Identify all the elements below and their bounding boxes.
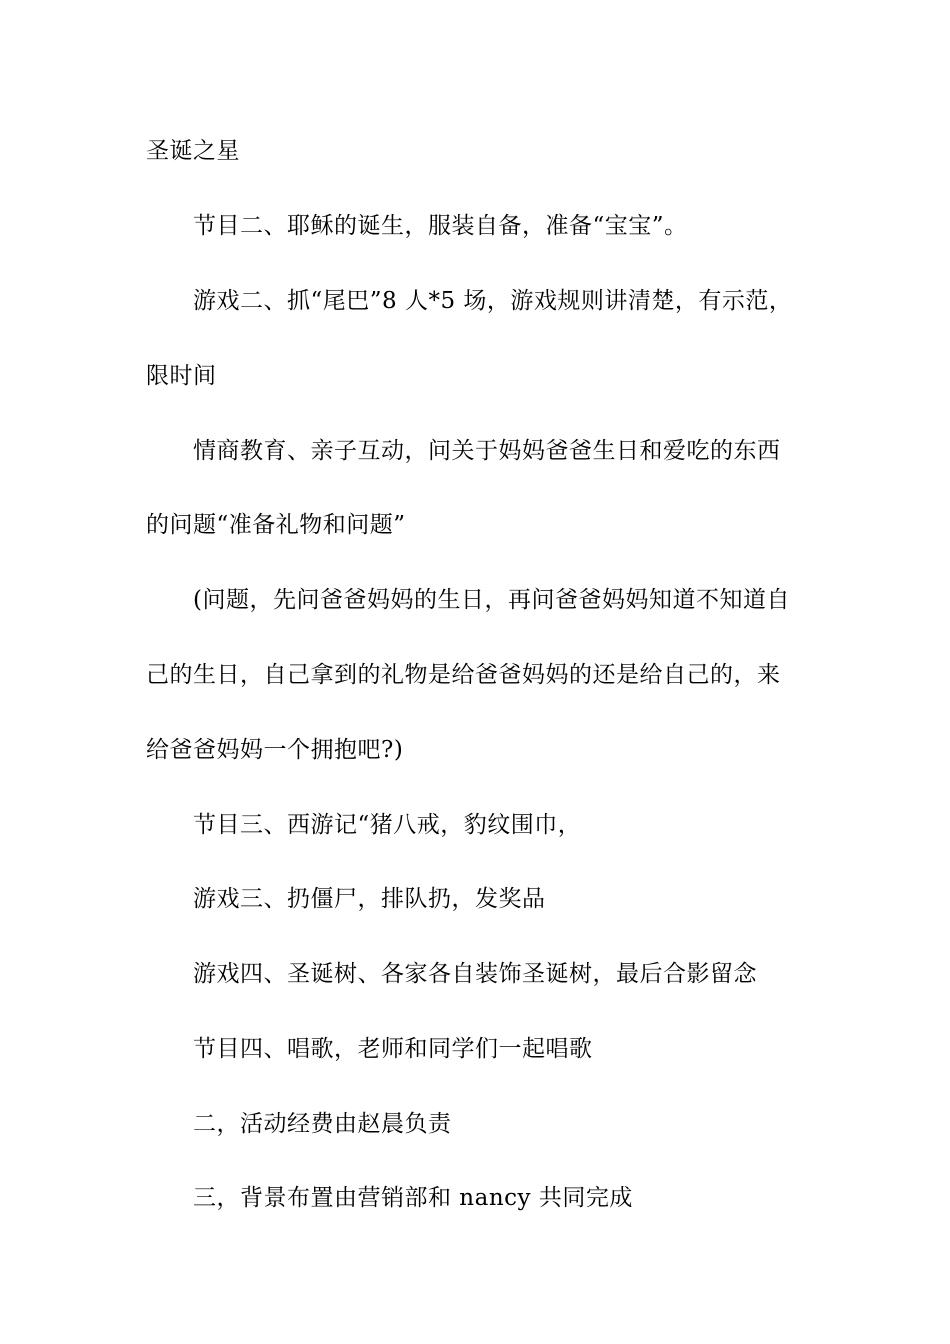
text-line-2: 节目二、耶稣的诞生，服装自备，准备“宝宝”。 bbox=[193, 213, 688, 239]
text-line-15: 三，背景布置由营销部和 nancy 共同完成 bbox=[193, 1185, 633, 1211]
text-line-1: 圣诞之星 bbox=[146, 138, 240, 164]
text-line-3: 游戏二、抓“尾巴”8 人*5 场，游戏规则讲清楚，有示范， bbox=[193, 288, 793, 314]
text-line-5: 情商教育、亲子互动，问关于妈妈爸爸生日和爱吃的东西 bbox=[193, 438, 781, 464]
text-line-12: 游戏四、圣诞树、各家各自装饰圣诞树，最后合影留念 bbox=[193, 961, 757, 987]
text-line-13: 节目四、唱歌，老师和同学们一起唱歌 bbox=[193, 1036, 593, 1062]
text-line-4: 限时间 bbox=[146, 363, 217, 389]
text-line-14: 二，活动经费由赵晨负责 bbox=[193, 1111, 452, 1137]
text-line-6: 的问题“准备礼物和问题” bbox=[146, 512, 406, 538]
text-line-7: (问题，先问爸爸妈妈的生日，再问爸爸妈妈知道不知道自 bbox=[193, 587, 790, 613]
text-line-8: 己的生日，自己拿到的礼物是给爸爸妈妈的还是给自己的，来 bbox=[146, 662, 781, 688]
text-line-9: 给爸爸妈妈一个拥抱吧?) bbox=[146, 737, 404, 763]
text-line-10: 节目三、西游记“猪八戒，豹纹围巾， bbox=[193, 812, 582, 838]
text-line-11: 游戏三、扔僵尸，排队扔，发奖品 bbox=[193, 886, 546, 912]
